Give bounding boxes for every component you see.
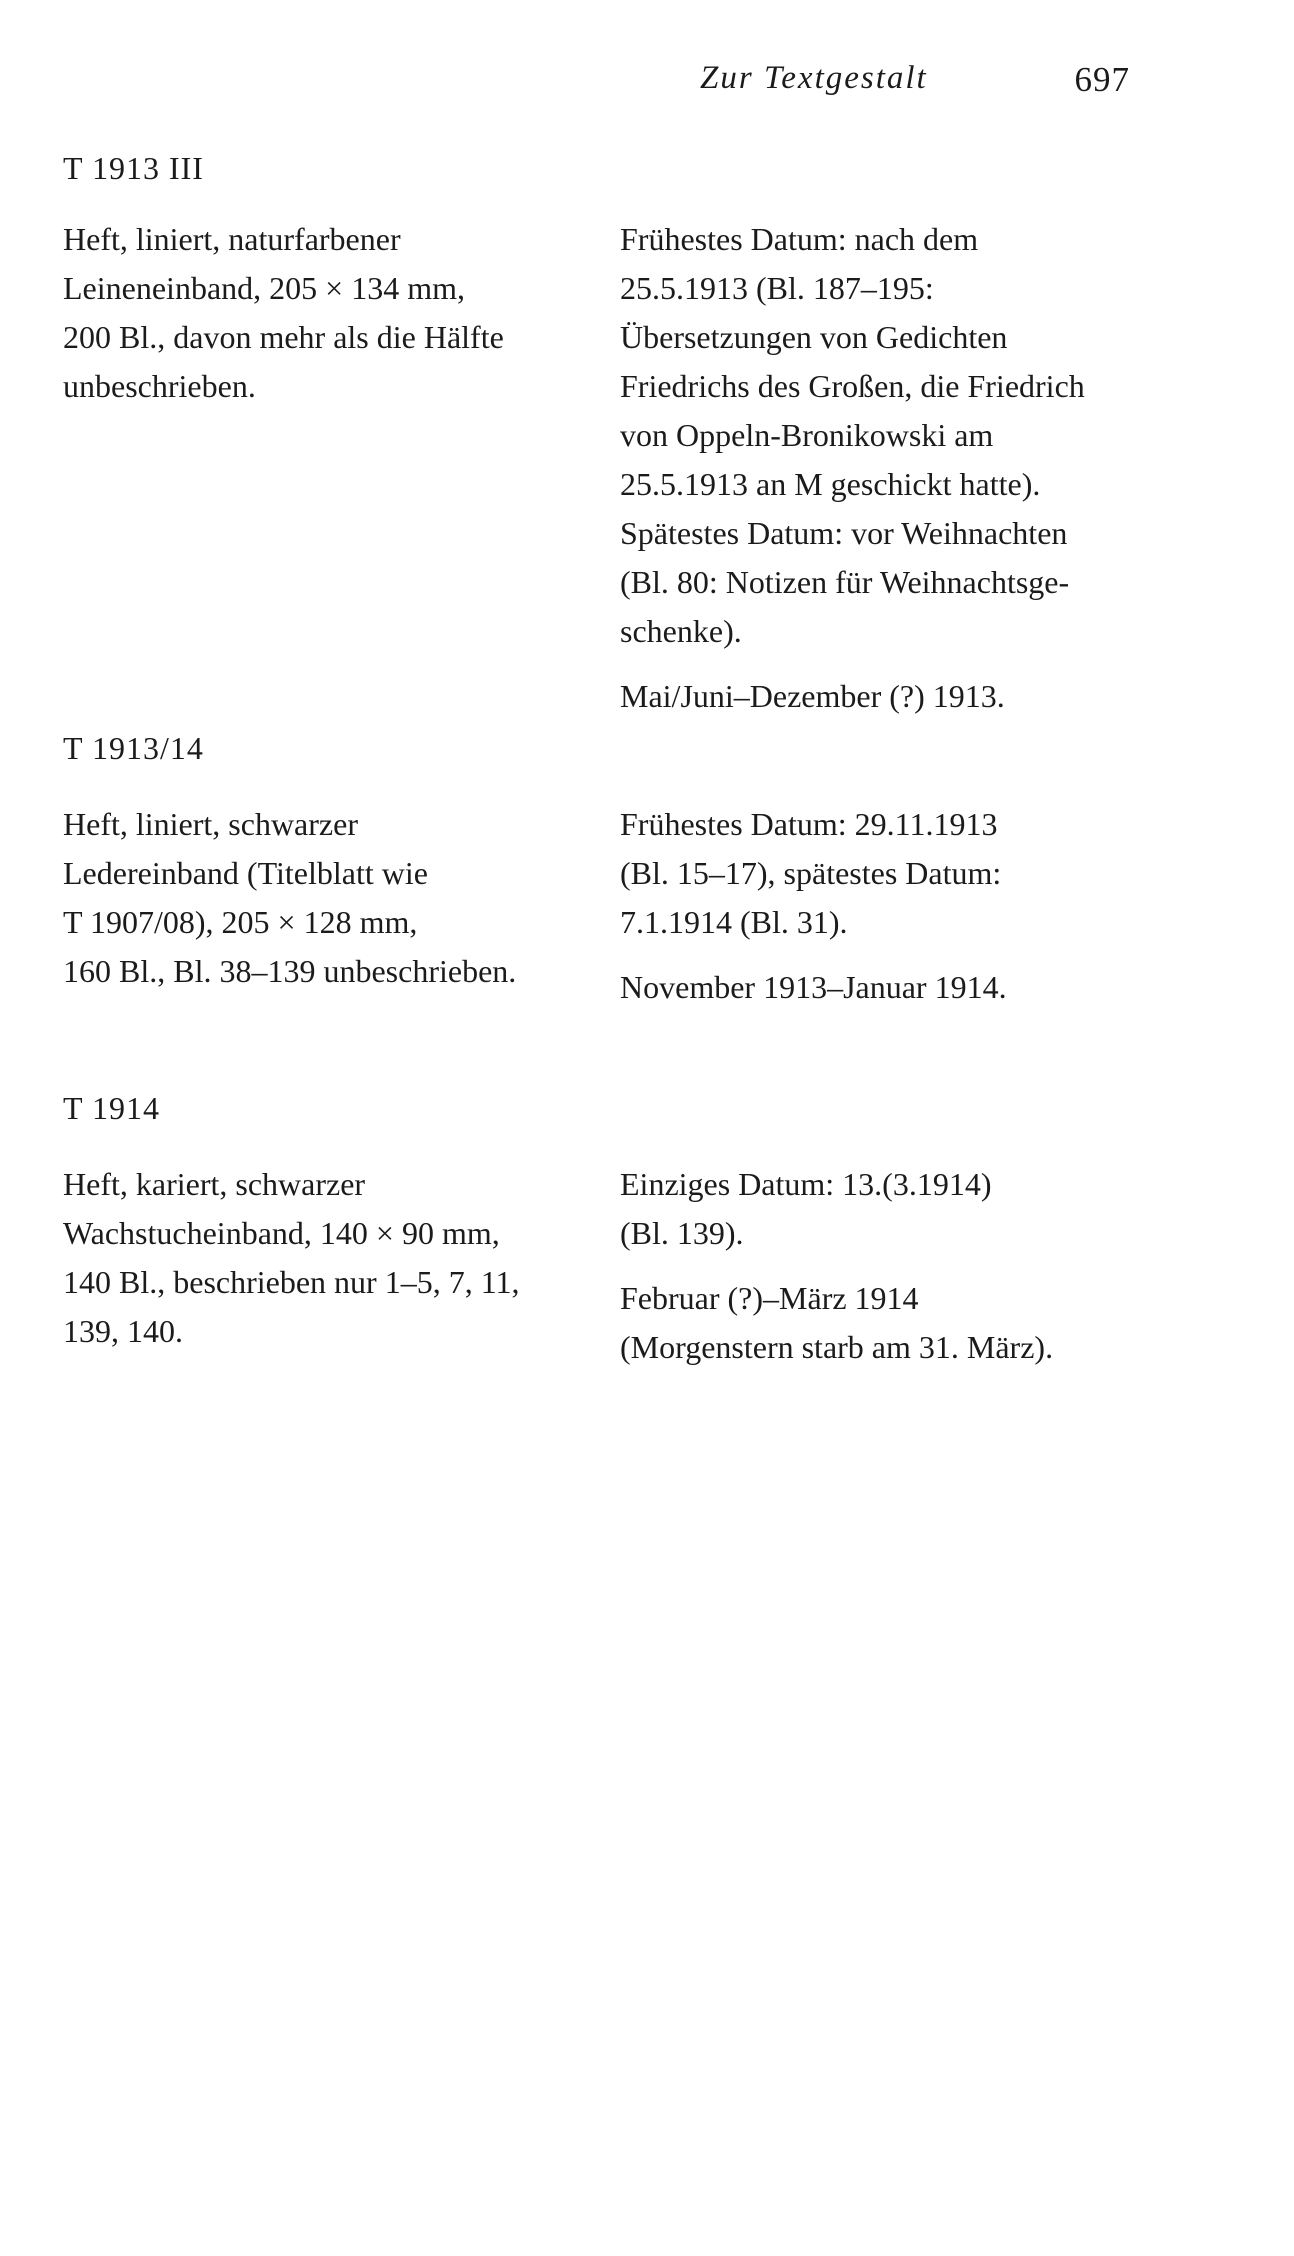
running-title: Zur Textgestalt	[700, 60, 928, 96]
dating-line: 25.5.1913 (Bl. 187–195:	[620, 270, 934, 306]
description-line: Leineneinband, 205 × 134 mm,	[63, 270, 465, 306]
dating-line: 25.5.1913 an M geschickt hatte).	[620, 466, 1041, 502]
dating-line: schenke).	[620, 613, 742, 649]
date-range-paragraph	[620, 1274, 1180, 1372]
entry-dating-t1914	[620, 1160, 1180, 1388]
running-head	[690, 60, 1130, 110]
dating-line: (Bl. 139).	[620, 1215, 744, 1251]
entry-dating-t1913-iii	[620, 215, 1180, 737]
description-line: 140 Bl., beschrieben nur 1–5, 7, 11,	[63, 1264, 520, 1300]
entry-label-t1913-14: T 1913/14	[63, 730, 204, 766]
dating-line: (Bl. 80: Notizen für Weihnachtsge-	[620, 564, 1070, 600]
date-range-line: (Morgenstern starb am 31. März).	[620, 1329, 1054, 1365]
dating-line: Übersetzungen von Gedichten	[620, 319, 1008, 355]
dating-line: Frühestes Datum: 29.11.1913	[620, 806, 998, 842]
description-line: 160 Bl., Bl. 38–139 unbeschrieben.	[63, 953, 517, 989]
description-line: Heft, kariert, schwarzer	[63, 1166, 366, 1202]
date-range-paragraph	[620, 672, 1180, 721]
dating-line: von Oppeln-Bronikowski am	[620, 417, 994, 453]
date-range-line: November 1913–Januar 1914.	[620, 969, 1007, 1005]
date-range-line: Februar (?)–März 1914	[620, 1280, 919, 1316]
dating-line: (Bl. 15–17), spätestes Datum:	[620, 855, 1002, 891]
description-line: unbeschrieben.	[63, 368, 256, 404]
entry-description-t1913-14	[63, 800, 603, 996]
description-line: Ledereinband (Titelblatt wie	[63, 855, 428, 891]
dating-line: Spätestes Datum: vor Weihnachten	[620, 515, 1068, 551]
description-line: 200 Bl., davon mehr als die Hälfte	[63, 319, 504, 355]
dating-line: Einziges Datum: 13.(3.1914)	[620, 1166, 992, 1202]
description-line: Heft, liniert, schwarzer	[63, 806, 358, 842]
dating-paragraph	[620, 215, 1180, 656]
page-number: 697	[1074, 60, 1130, 99]
description-line: Heft, liniert, naturfarbener	[63, 221, 401, 257]
entry-description-t1914	[63, 1160, 603, 1356]
entry-dating-t1913-14	[620, 800, 1180, 1028]
entry-label-t1913-iii: T 1913 III	[63, 150, 204, 186]
description-line: T 1907/08), 205 × 128 mm,	[63, 904, 418, 940]
dating-paragraph	[620, 800, 1180, 947]
entry-label-t1914: T 1914	[63, 1090, 160, 1126]
entry-description-t1913-iii	[63, 215, 603, 411]
date-range-line: Mai/Juni–Dezember (?) 1913.	[620, 678, 1005, 714]
date-range-paragraph	[620, 963, 1180, 1012]
dating-line: Friedrichs des Großen, die Friedrich	[620, 368, 1085, 404]
description-line: Wachstucheinband, 140 × 90 mm,	[63, 1215, 500, 1251]
dating-line: 7.1.1914 (Bl. 31).	[620, 904, 848, 940]
dating-line: Frühestes Datum: nach dem	[620, 221, 979, 257]
description-line: 139, 140.	[63, 1313, 183, 1349]
dating-paragraph	[620, 1160, 1180, 1258]
